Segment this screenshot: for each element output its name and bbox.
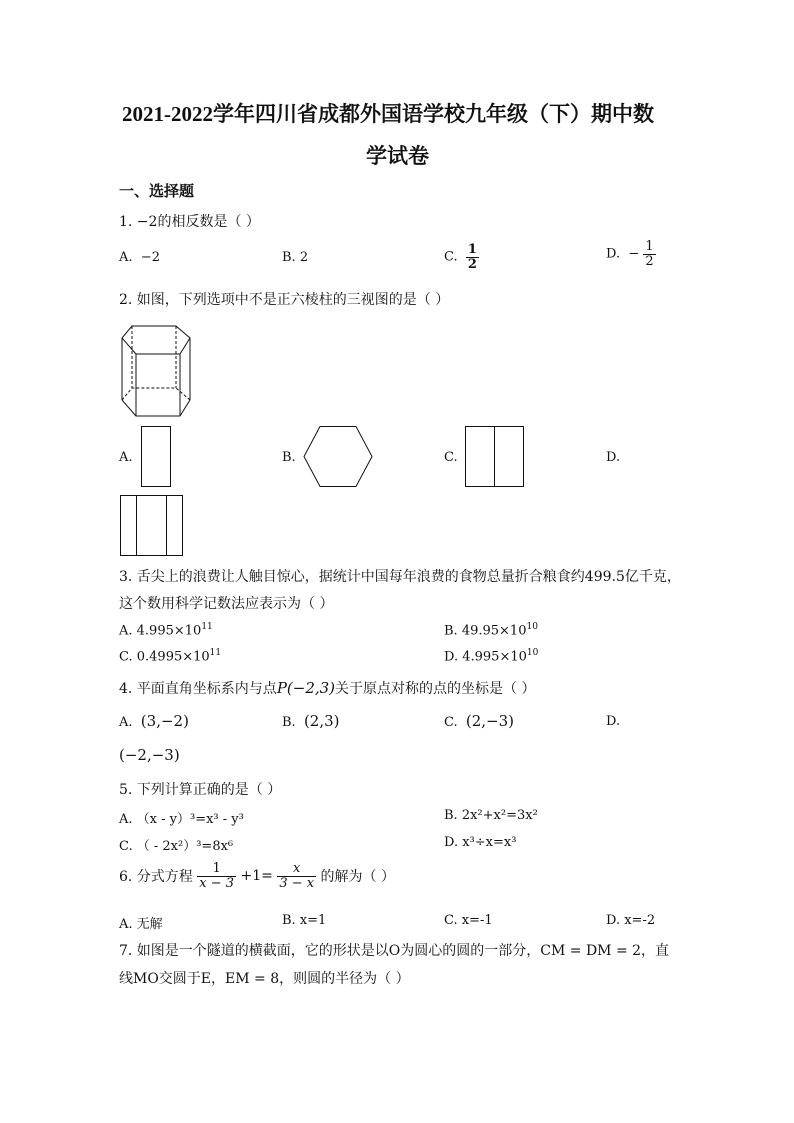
q3-option-c: [119, 648, 221, 664]
q6-mid: +1=: [240, 868, 273, 885]
q1-option-b-label: B.: [282, 250, 296, 265]
q2-option-b-label: B.: [282, 450, 296, 465]
page-title-line-2: 学试卷: [366, 144, 429, 168]
q3-option-c-exponent: 11: [209, 648, 222, 658]
q3-option-d-text: D. 4.995×10: [444, 649, 527, 665]
q6-fraction-1-numerator: 1: [212, 861, 221, 876]
q1-option-a-value: −2: [140, 250, 160, 265]
question-2-stem: 2. 如图，下列选项中不是正六棱柱的三视图的是（ ）: [119, 292, 450, 308]
q6-fraction-2: [277, 862, 316, 890]
q4-option-d-value: (−2,−3): [119, 746, 180, 764]
q3-option-c-text: C. 0.4995×10: [119, 649, 210, 665]
question-7-stem-line-2: 线MO交圆于E，EM = 8，则圆的半径为（ ）: [119, 971, 410, 987]
q4-option-a-value: (3,−2): [140, 712, 189, 730]
q3-option-a-exponent: 11: [201, 622, 213, 632]
q6-fraction-1: [197, 862, 236, 890]
hexagonal-prism-figure: [118, 324, 194, 416]
q6-option-c: C. x=-1: [444, 913, 493, 928]
q3-option-b-text: B. 49.95×10: [444, 623, 527, 639]
q1-option-d-sign: −: [628, 246, 640, 262]
question-4-stem: [119, 678, 536, 698]
q4-option-b: [282, 712, 340, 730]
q6-stem-pre: 6. 分式方程: [119, 869, 193, 886]
question-6-stem: [119, 862, 395, 890]
q4-option-b-label: B.: [282, 715, 296, 730]
q6-fraction-2-numerator: x: [293, 861, 301, 876]
q1-option-c-label: C.: [444, 249, 458, 265]
q1-option-d-label: D.: [606, 246, 621, 262]
q2-option-d-label: D.: [606, 450, 621, 465]
q1-option-a: [119, 250, 160, 265]
q4-stem-post: 关于原点对称的点的坐标是（ ）: [335, 681, 536, 697]
q6-option-a: A. 无解: [119, 917, 163, 932]
q3-option-d-exponent: 10: [526, 648, 539, 658]
q2-option-b-hexagon: [303, 426, 373, 487]
q1-option-d-numerator: 1: [645, 239, 654, 254]
q3-option-a: [119, 622, 213, 638]
q4-option-a: [119, 712, 189, 730]
q6-option-b: B. x=1: [282, 913, 327, 928]
q4-stem-pre: 4. 平面直角坐标系内与点: [119, 681, 277, 697]
q1-option-d-denominator: 2: [645, 253, 654, 269]
q5-option-b: B. 2x²+x²=3x²: [444, 808, 538, 823]
q2-option-a-label: A.: [119, 450, 133, 465]
q4-point: P(−2,3): [276, 679, 336, 697]
q4-option-c-label: C.: [444, 715, 458, 730]
question-3-stem-line-1: 3. 舌尖上的浪费让人触目惊心，据统计中国每年浪费的食物总量折合粮食约499.5亿千克，: [119, 569, 681, 585]
question-1-stem: 1. −2的相反数是（ ）: [119, 214, 260, 230]
q4-option-a-label: A.: [119, 715, 133, 730]
question-5-stem: 5. 下列计算正确的是（ ）: [119, 782, 282, 798]
q3-option-a-text: A. 4.995×10: [119, 623, 202, 639]
q1-option-c-numerator: 1: [467, 242, 477, 257]
q4-option-b-value: (2,3): [303, 712, 340, 730]
q1-option-d: [606, 240, 656, 268]
q3-option-b-exponent: 10: [526, 622, 538, 632]
q6-option-d: D. x=-2: [606, 913, 656, 928]
question-7-stem-line-1: 7. 如图是一个隧道的横截面，它的形状是以O为圆心的圆的一部分，CM = DM = 2，直: [119, 943, 670, 959]
section-title: 一、选择题: [119, 182, 195, 200]
q1-option-b: [282, 250, 308, 265]
q2-option-a-rectangle: [141, 426, 171, 487]
q4-option-d-value-wrap: [119, 746, 180, 764]
q2-option-c-label: C.: [444, 450, 458, 465]
q4-option-c: [444, 712, 514, 730]
page-title-line-1: 2021-2022学年四川省成都外国语学校九年级（下）期中数: [122, 102, 654, 126]
q3-option-d: [444, 648, 538, 664]
q5-option-c: C. （ - 2x²）³=8x⁶: [119, 839, 234, 854]
q1-option-c: [444, 243, 479, 271]
q5-option-a: A. （x - y）³=x³ - y³: [119, 812, 244, 827]
question-3-stem-line-2: 这个数用科学记数法应表示为（ ）: [119, 596, 334, 612]
q1-option-d-fraction: [643, 240, 655, 268]
q1-option-c-denominator: 2: [467, 256, 477, 272]
q3-option-b: [444, 622, 538, 638]
q6-fraction-1-denominator: x − 3: [199, 875, 235, 891]
q5-option-d: D. x³÷x=x³: [444, 835, 517, 850]
q1-option-b-value: 2: [299, 250, 309, 265]
q2-option-c-double-rectangle: [465, 426, 525, 487]
q4-option-d-label: D.: [606, 714, 621, 729]
q6-fraction-2-denominator: 3 − x: [279, 875, 315, 891]
q1-option-a-label: A.: [119, 250, 133, 265]
q1-option-c-fraction: [466, 243, 479, 271]
q6-stem-post: 的解为（ ）: [320, 869, 395, 886]
q2-option-d-triple-rectangle: [120, 495, 184, 556]
q4-option-c-value: (2,−3): [465, 712, 515, 730]
